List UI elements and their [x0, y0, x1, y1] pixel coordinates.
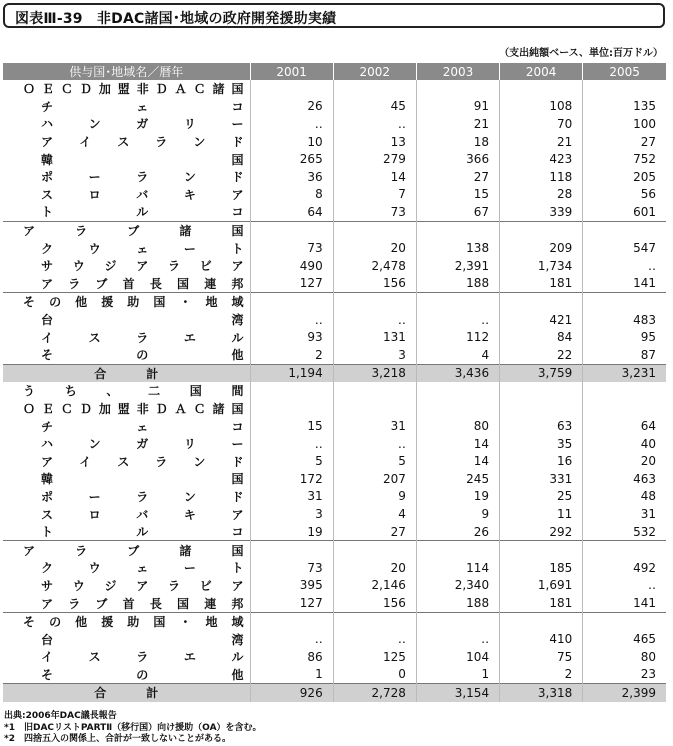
cell-value: 410: [500, 630, 583, 648]
footnote: *2 四捨五入の関係上、合計が一致しないことがある。: [4, 734, 231, 744]
cell-value: ‥: [416, 311, 499, 329]
cell-value: ‥: [583, 257, 666, 275]
title-box: [3, 3, 665, 28]
cell-value: [250, 382, 333, 400]
table-row: [3, 275, 666, 293]
cell-value: 20: [583, 452, 666, 470]
row-label: [3, 666, 250, 684]
cell-value: [333, 541, 416, 559]
cell-value: 185: [500, 559, 583, 577]
cell-value: 23: [583, 666, 666, 684]
row-label-text: ス ロ バ キ ア: [41, 187, 244, 202]
table-row: [3, 257, 666, 275]
cell-value: 2,146: [333, 577, 416, 595]
cell-value: 127: [250, 594, 333, 612]
table-row: [3, 98, 666, 116]
cell-value: [583, 80, 666, 98]
cell-value: ‥: [250, 311, 333, 329]
row-label: [3, 684, 250, 702]
row-label: [3, 328, 250, 346]
cell-value: 75: [500, 648, 583, 666]
cell-value: 27: [583, 133, 666, 151]
cell-value: 31: [250, 488, 333, 506]
table-row: [3, 293, 666, 311]
table-row: [3, 382, 666, 400]
cell-value: 125: [333, 648, 416, 666]
cell-value: 95: [583, 328, 666, 346]
header-year: 2001: [250, 63, 333, 80]
header-year: 2005: [583, 63, 666, 80]
cell-value: ‥: [333, 630, 416, 648]
row-label-text: そ の 他 援 助 国 ・ 地 域: [23, 295, 244, 310]
cell-value: 1,194: [250, 364, 333, 382]
cell-value: 108: [500, 98, 583, 116]
cell-value: 114: [416, 559, 499, 577]
cell-value: 36: [250, 168, 333, 186]
cell-value: 112: [416, 328, 499, 346]
cell-value: 73: [250, 559, 333, 577]
row-label: [3, 505, 250, 523]
row-label-text: 韓 国: [41, 152, 244, 167]
cell-value: 127: [250, 275, 333, 293]
cell-value: [500, 80, 583, 98]
table-row: [3, 541, 666, 559]
row-label-text: ポ ー ラ ン ド: [41, 170, 244, 185]
cell-value: ‥: [333, 435, 416, 453]
row-label-text: そ の 他: [41, 348, 244, 363]
table-row: [3, 435, 666, 453]
row-label-text: ト ル コ: [41, 205, 244, 220]
cell-value: 73: [333, 203, 416, 221]
cell-value: 20: [333, 239, 416, 257]
cell-value: 181: [500, 275, 583, 293]
cell-value: 84: [500, 328, 583, 346]
table-header: [3, 63, 666, 80]
row-label-text: ク ウ ェ ー ト: [41, 241, 244, 256]
table-row: [3, 133, 666, 151]
cell-value: 28: [500, 186, 583, 204]
cell-value: 156: [333, 594, 416, 612]
cell-value: 3,231: [583, 364, 666, 382]
cell-value: 15: [416, 186, 499, 204]
cell-value: 483: [583, 311, 666, 329]
cell-value: 3: [333, 346, 416, 364]
row-label: [3, 133, 250, 151]
cell-value: 141: [583, 275, 666, 293]
cell-value: 67: [416, 203, 499, 221]
cell-value: 21: [416, 115, 499, 133]
cell-value: 70: [500, 115, 583, 133]
cell-value: 172: [250, 470, 333, 488]
cell-value: 3,154: [416, 684, 499, 702]
cell-value: 366: [416, 150, 499, 168]
cell-value: 3,436: [416, 364, 499, 382]
row-label-text: ク ウ ェ ー ト: [41, 561, 244, 576]
cell-value: 18: [416, 133, 499, 151]
cell-value: [416, 293, 499, 311]
row-label-text: 台 湾: [41, 313, 244, 328]
cell-value: [416, 221, 499, 239]
row-label: [3, 594, 250, 612]
cell-value: 31: [583, 505, 666, 523]
table-row: [3, 594, 666, 612]
cell-value: [500, 400, 583, 418]
table-row: [3, 150, 666, 168]
cell-value: 209: [500, 239, 583, 257]
cell-value: 15: [250, 417, 333, 435]
table-row: [3, 168, 666, 186]
cell-value: 135: [583, 98, 666, 116]
row-label: [3, 221, 250, 239]
row-label: [3, 311, 250, 329]
row-label: [3, 435, 250, 453]
table-row: [3, 186, 666, 204]
table-row: [3, 417, 666, 435]
cell-value: 45: [333, 98, 416, 116]
row-label: [3, 168, 250, 186]
unit-note: （支出純額ベース、単位:百万ドル）: [499, 48, 663, 59]
row-label-text: ス ロ バ キ ア: [41, 507, 244, 522]
table-row: [3, 630, 666, 648]
cell-value: 2,399: [583, 684, 666, 702]
cell-value: 27: [333, 523, 416, 541]
cell-value: 80: [583, 648, 666, 666]
cell-value: [416, 80, 499, 98]
table-row: [3, 311, 666, 329]
cell-value: [333, 400, 416, 418]
cell-value: 2: [250, 346, 333, 364]
cell-value: [333, 293, 416, 311]
cell-value: 421: [500, 311, 583, 329]
cell-value: ‥: [416, 630, 499, 648]
row-label-text: 台 湾: [41, 632, 244, 647]
cell-value: 141: [583, 594, 666, 612]
table-row: [3, 470, 666, 488]
cell-value: 331: [500, 470, 583, 488]
table-row: [3, 505, 666, 523]
header-label: 供与国･地域名／暦年: [3, 63, 250, 80]
cell-value: ‥: [333, 311, 416, 329]
row-label: [3, 559, 250, 577]
table-row: [3, 559, 666, 577]
cell-value: 31: [333, 417, 416, 435]
row-label-text: ト ル コ: [41, 525, 244, 540]
cell-value: 207: [333, 470, 416, 488]
row-label: [3, 452, 250, 470]
total-row: [3, 364, 666, 382]
cell-value: 63: [500, 417, 583, 435]
row-label-text: チ ェ コ: [41, 99, 244, 114]
cell-value: [500, 612, 583, 630]
cell-value: 532: [583, 523, 666, 541]
row-label: [3, 488, 250, 506]
row-label: [3, 470, 250, 488]
cell-value: [583, 541, 666, 559]
row-label: [3, 648, 250, 666]
cell-value: 2,391: [416, 257, 499, 275]
cell-value: [500, 221, 583, 239]
row-label-text: ア ラ ブ 諸 国: [23, 543, 244, 558]
footnote: *1 旧DACリストPARTⅡ（移行国）向け援助（OA）を含む。: [4, 722, 262, 733]
cell-value: [333, 382, 416, 400]
row-label: [3, 541, 250, 559]
cell-value: 86: [250, 648, 333, 666]
row-label-text: う ち 、 二 国 間: [23, 384, 244, 399]
cell-value: 5: [250, 452, 333, 470]
cell-value: 16: [500, 452, 583, 470]
row-label-text: ア ラ ブ 首 長 国 連 邦: [41, 596, 244, 611]
row-label-text: そ の 他 援 助 国 ・ 地 域: [23, 615, 244, 630]
row-label: [3, 80, 250, 98]
row-label-text: チ ェ コ: [41, 419, 244, 434]
cell-value: 181: [500, 594, 583, 612]
cell-value: 4: [333, 505, 416, 523]
table-row: [3, 80, 666, 98]
cell-value: 2: [500, 666, 583, 684]
cell-value: [250, 221, 333, 239]
cell-value: 3,759: [500, 364, 583, 382]
table-row: [3, 452, 666, 470]
row-label-text: 韓 国: [41, 472, 244, 487]
cell-value: [583, 382, 666, 400]
cell-value: [250, 293, 333, 311]
table-row: [3, 612, 666, 630]
cell-value: 87: [583, 346, 666, 364]
cell-value: [416, 612, 499, 630]
cell-value: 463: [583, 470, 666, 488]
row-label-text: Ｏ Ｅ Ｃ Ｄ 加 盟 非 Ｄ Ａ Ｃ 諸 国: [23, 401, 244, 416]
table-row: [3, 648, 666, 666]
row-label-text: そ の 他: [41, 667, 244, 682]
cell-value: 926: [250, 684, 333, 702]
cell-value: 0: [333, 666, 416, 684]
cell-value: 19: [250, 523, 333, 541]
cell-value: [583, 612, 666, 630]
cell-value: [333, 612, 416, 630]
row-label: [3, 400, 250, 418]
table-row: [3, 577, 666, 595]
table-row: [3, 221, 666, 239]
row-label-text: ア イ ス ラ ン ド: [41, 454, 244, 469]
cell-value: 26: [250, 98, 333, 116]
cell-value: 156: [333, 275, 416, 293]
cell-value: 10: [250, 133, 333, 151]
cell-value: 1,734: [500, 257, 583, 275]
table-row: [3, 523, 666, 541]
row-label-text: ア ラ ブ 諸 国: [23, 224, 244, 239]
table-row: [3, 239, 666, 257]
row-label-text: イ ス ラ エ ル: [41, 330, 244, 345]
cell-value: [250, 541, 333, 559]
cell-value: 245: [416, 470, 499, 488]
cell-value: 21: [500, 133, 583, 151]
cell-value: 188: [416, 275, 499, 293]
cell-value: [416, 541, 499, 559]
cell-value: 64: [250, 203, 333, 221]
row-label-text: ハ ン ガ リ ー: [41, 117, 244, 132]
row-label-text: ア イ ス ラ ン ド: [41, 135, 244, 150]
cell-value: 104: [416, 648, 499, 666]
cell-value: 492: [583, 559, 666, 577]
cell-value: 80: [416, 417, 499, 435]
table-row: [3, 328, 666, 346]
cell-value: 1: [250, 666, 333, 684]
cell-value: 292: [500, 523, 583, 541]
cell-value: 91: [416, 98, 499, 116]
cell-value: 19: [416, 488, 499, 506]
cell-value: 8: [250, 186, 333, 204]
cell-value: ‥: [250, 435, 333, 453]
cell-value: 395: [250, 577, 333, 595]
cell-value: 490: [250, 257, 333, 275]
cell-value: [583, 221, 666, 239]
table-row: [3, 346, 666, 364]
cell-value: ‥: [583, 577, 666, 595]
cell-value: 7: [333, 186, 416, 204]
cell-value: 48: [583, 488, 666, 506]
cell-value: 547: [583, 239, 666, 257]
table-row: [3, 666, 666, 684]
cell-value: 3: [250, 505, 333, 523]
cell-value: 2,340: [416, 577, 499, 595]
cell-value: 13: [333, 133, 416, 151]
cell-value: 465: [583, 630, 666, 648]
total-label: 合計: [94, 366, 199, 381]
cell-value: [333, 221, 416, 239]
cell-value: 205: [583, 168, 666, 186]
cell-value: 100: [583, 115, 666, 133]
cell-value: [250, 612, 333, 630]
cell-value: 138: [416, 239, 499, 257]
cell-value: 1: [416, 666, 499, 684]
row-label: [3, 150, 250, 168]
row-label: [3, 417, 250, 435]
cell-value: 601: [583, 203, 666, 221]
row-label: [3, 346, 250, 364]
cell-value: 752: [583, 150, 666, 168]
cell-value: [500, 382, 583, 400]
cell-value: 9: [333, 488, 416, 506]
row-label: [3, 382, 250, 400]
table-row: [3, 203, 666, 221]
row-label: [3, 523, 250, 541]
cell-value: 93: [250, 328, 333, 346]
cell-value: 131: [333, 328, 416, 346]
row-label-text: ポ ー ラ ン ド: [41, 489, 244, 504]
cell-value: [250, 80, 333, 98]
cell-value: 5: [333, 452, 416, 470]
total-row: [3, 684, 666, 702]
cell-value: [583, 400, 666, 418]
row-label: [3, 257, 250, 275]
cell-value: [583, 293, 666, 311]
cell-value: ‥: [250, 630, 333, 648]
cell-value: 423: [500, 150, 583, 168]
cell-value: 188: [416, 594, 499, 612]
cell-value: [416, 400, 499, 418]
notes: [4, 711, 262, 746]
cell-value: [333, 80, 416, 98]
header-year: 2004: [500, 63, 583, 80]
cell-value: 22: [500, 346, 583, 364]
cell-value: 118: [500, 168, 583, 186]
cell-value: 9: [416, 505, 499, 523]
total-label: 合計: [94, 686, 199, 701]
cell-value: 56: [583, 186, 666, 204]
cell-value: 1,691: [500, 577, 583, 595]
row-label-text: サ ウ ジ ア ラ ビ ア: [41, 578, 244, 593]
row-label: [3, 364, 250, 382]
cell-value: 20: [333, 559, 416, 577]
row-label: [3, 630, 250, 648]
cell-value: [250, 400, 333, 418]
cell-value: ‥: [250, 115, 333, 133]
cell-value: [500, 293, 583, 311]
cell-value: 2,478: [333, 257, 416, 275]
row-label-text: サ ウ ジ ア ラ ビ ア: [41, 259, 244, 274]
row-label-text: イ ス ラ エ ル: [41, 650, 244, 665]
row-label: [3, 98, 250, 116]
cell-value: 27: [416, 168, 499, 186]
row-label-text: ア ラ ブ 首 長 国 連 邦: [41, 276, 244, 291]
cell-value: 4: [416, 346, 499, 364]
row-label-text: Ｏ Ｅ Ｃ Ｄ 加 盟 非 Ｄ Ａ Ｃ 諸 国: [23, 82, 244, 97]
cell-value: 25: [500, 488, 583, 506]
cell-value: 3,318: [500, 684, 583, 702]
table-row: [3, 488, 666, 506]
cell-value: 14: [416, 435, 499, 453]
row-label: [3, 239, 250, 257]
header-year: 2003: [416, 63, 499, 80]
row-label: [3, 293, 250, 311]
cell-value: [416, 382, 499, 400]
row-label: [3, 115, 250, 133]
cell-value: 26: [416, 523, 499, 541]
cell-value: 11: [500, 505, 583, 523]
cell-value: 3,218: [333, 364, 416, 382]
source-note: 出典:2006年DAC議長報告: [4, 711, 117, 721]
header-year: 2002: [333, 63, 416, 80]
table-row: [3, 115, 666, 133]
cell-value: 279: [333, 150, 416, 168]
cell-value: 73: [250, 239, 333, 257]
row-label: [3, 612, 250, 630]
cell-value: [500, 541, 583, 559]
cell-value: 14: [416, 452, 499, 470]
cell-value: 2,728: [333, 684, 416, 702]
row-label: [3, 203, 250, 221]
page-title: 図表Ⅲ-39 非DAC諸国･地域の政府開発援助実績: [15, 11, 337, 27]
row-label: [3, 275, 250, 293]
cell-value: 265: [250, 150, 333, 168]
cell-value: 14: [333, 168, 416, 186]
row-label: [3, 577, 250, 595]
cell-value: ‥: [333, 115, 416, 133]
cell-value: 35: [500, 435, 583, 453]
row-label-text: ハ ン ガ リ ー: [41, 437, 244, 452]
oda-table: [3, 63, 666, 702]
table-row: [3, 400, 666, 418]
cell-value: 339: [500, 203, 583, 221]
cell-value: 40: [583, 435, 666, 453]
row-label: [3, 186, 250, 204]
cell-value: 64: [583, 417, 666, 435]
